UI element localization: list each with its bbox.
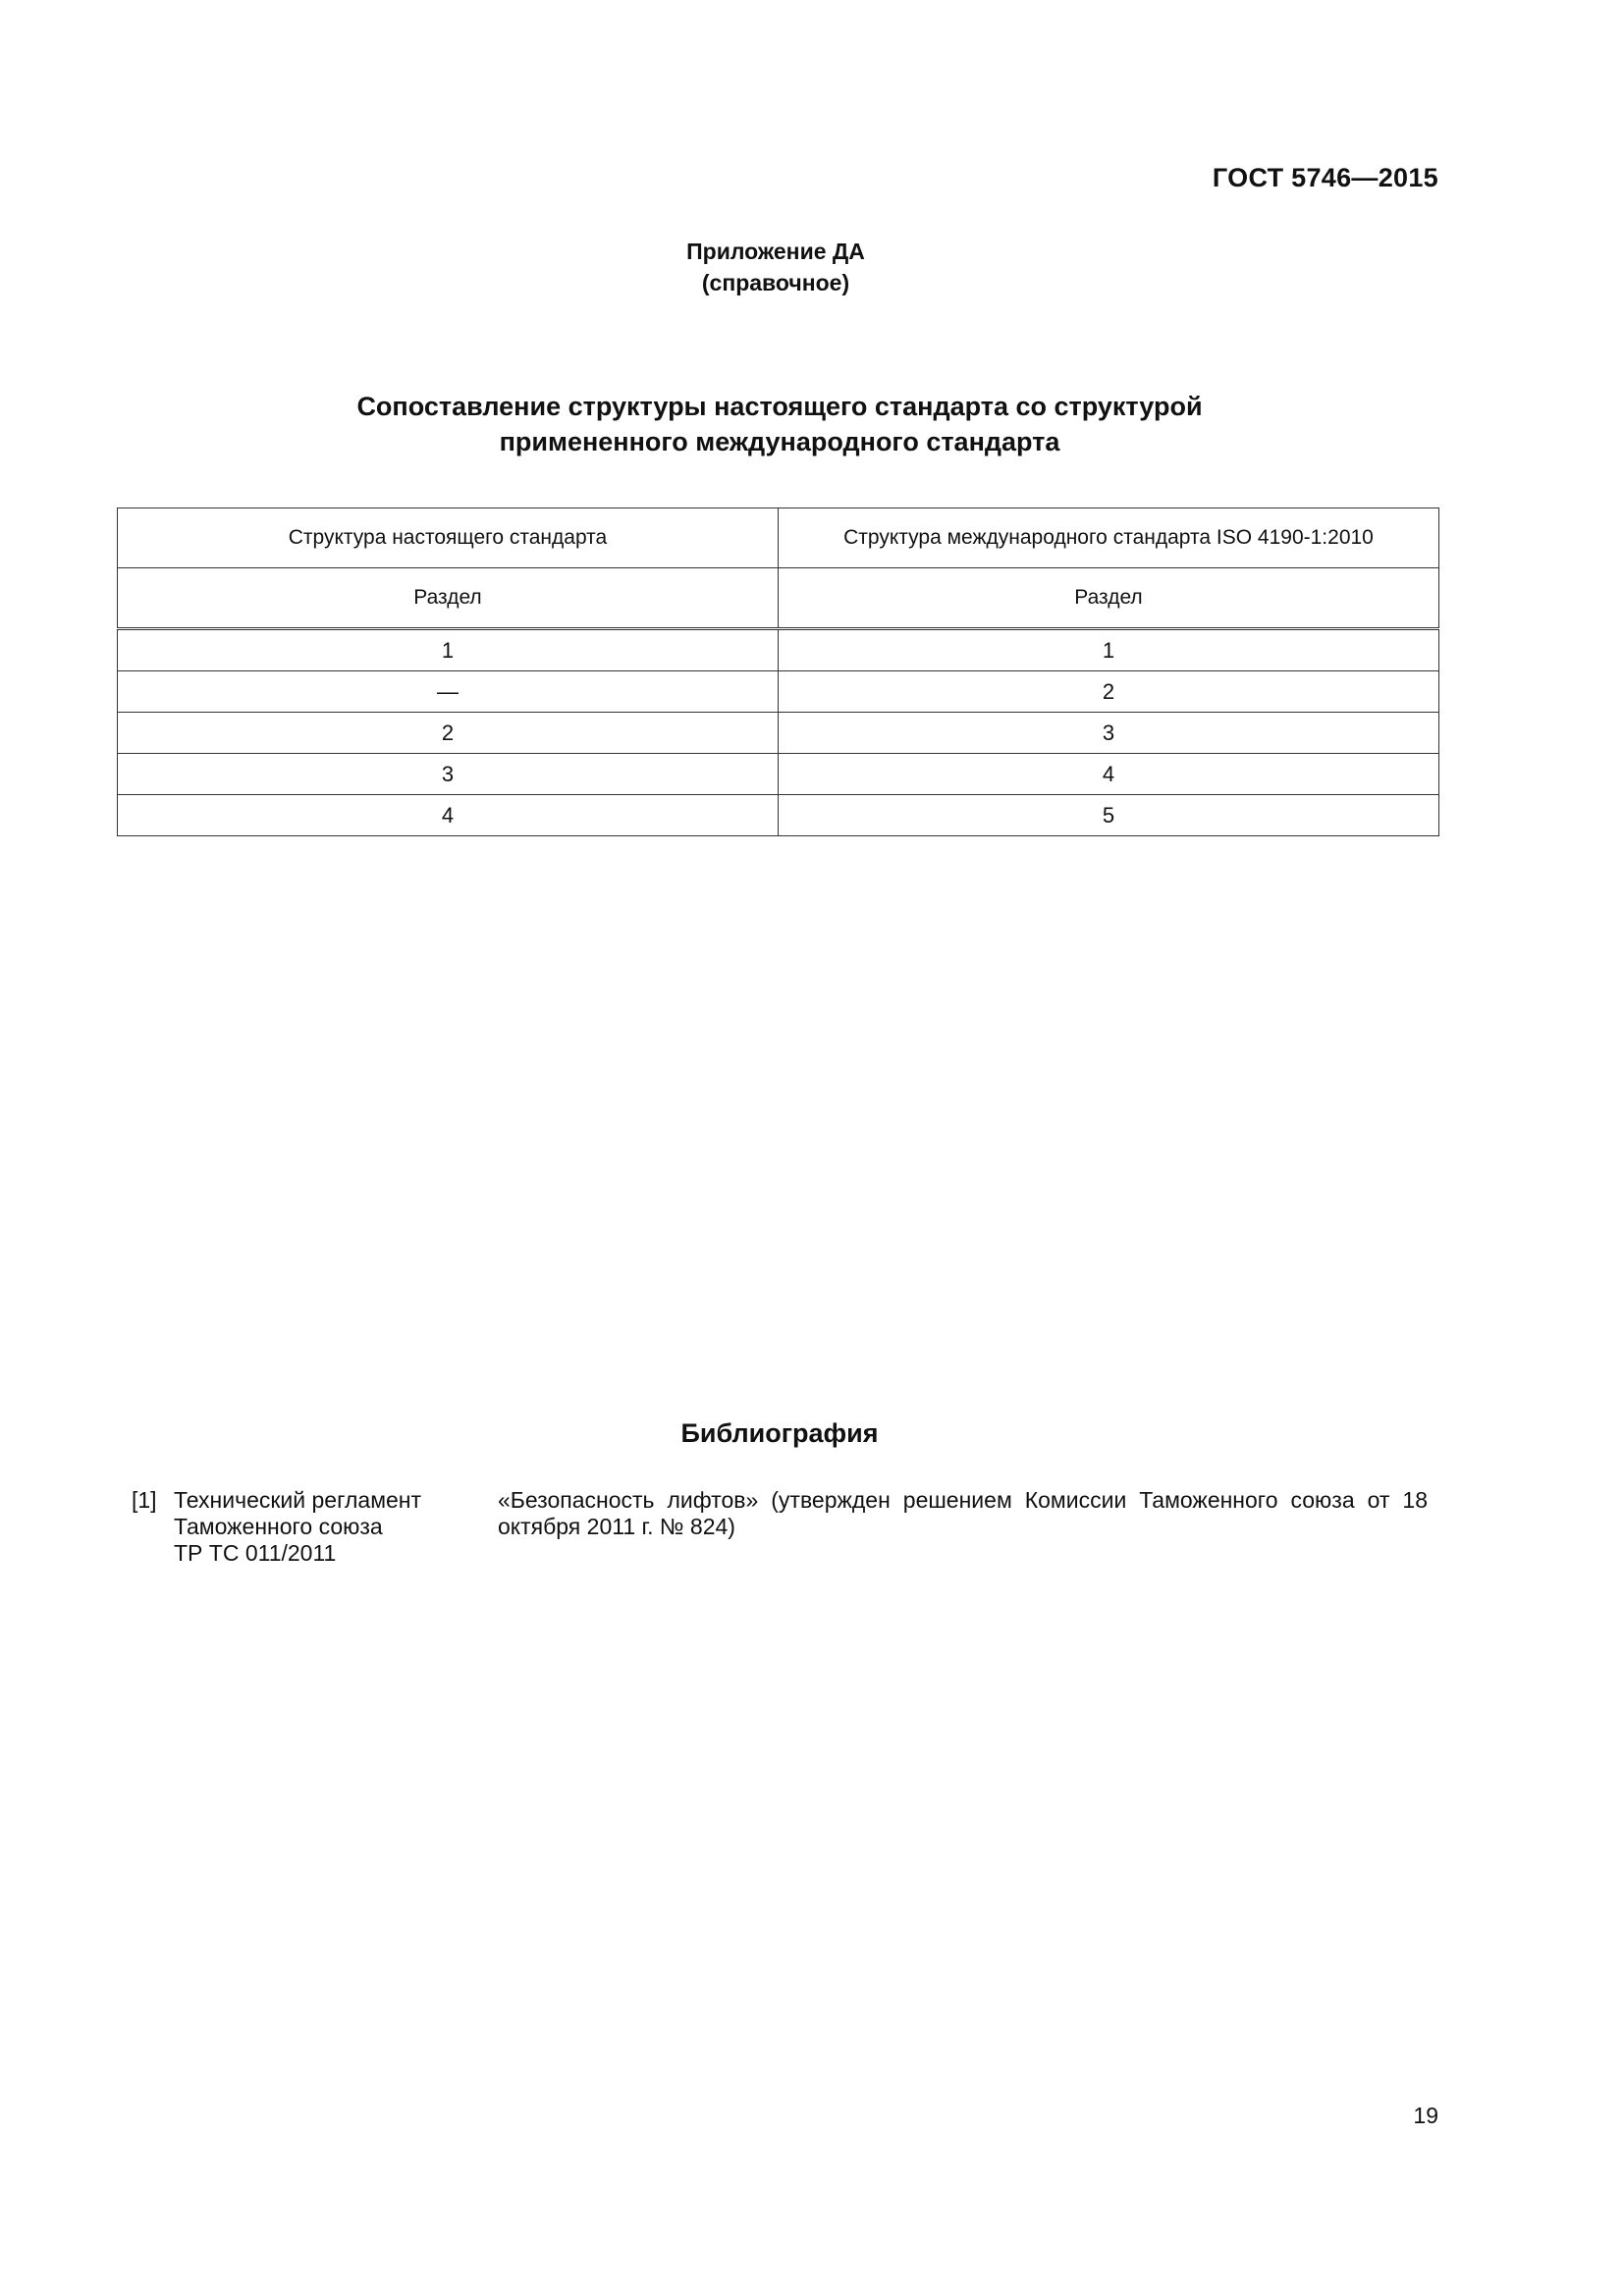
table-cell: — (118, 671, 779, 713)
bibliography-source-line: ТР ТС 011/2011 (174, 1540, 337, 1566)
section-title (0, 389, 1559, 459)
table-cell: 3 (118, 754, 779, 795)
bibliography-source-line: Таможенного союза (174, 1514, 383, 1539)
table-row (118, 671, 1439, 713)
appendix-heading (0, 236, 1551, 298)
table-cell: 4 (118, 795, 779, 836)
table-header-current-standard: Структура настоящего стандарта (118, 508, 779, 568)
table-subheader-section: Раздел (118, 568, 779, 629)
table-cell: 3 (779, 713, 1439, 754)
table-cell: 5 (779, 795, 1439, 836)
table-subheader-row (118, 568, 1439, 629)
section-title-line-2: примененного международного стандарта (499, 427, 1060, 456)
table-cell: 2 (779, 671, 1439, 713)
table-header-row (118, 508, 1439, 568)
document-code: ГОСТ 5746—2015 (1212, 163, 1438, 192)
table-row (118, 713, 1439, 754)
table-cell: 2 (118, 713, 779, 754)
page-number: 19 (1413, 2103, 1438, 2128)
table-cell: 4 (779, 754, 1439, 795)
table-subheader-section: Раздел (779, 568, 1439, 629)
bibliography-title: Библиография (680, 1418, 879, 1448)
bibliography-entry-description: «Безопасность лифтов» (утвержден решением Комиссии Таможенного союза от 18 октября 2011 г. № 824) (498, 1487, 1428, 1539)
appendix-title: Приложение ДА (686, 239, 865, 264)
structure-comparison-table (117, 507, 1439, 836)
bibliography-source-line: Технический регламент (174, 1487, 422, 1513)
table-row (118, 795, 1439, 836)
table-cell: 1 (779, 629, 1439, 671)
section-title-line-1: Сопоставление структуры настоящего стандарта со структурой (356, 392, 1203, 421)
bibliography-entry-number: [1] (132, 1487, 157, 1513)
table-header-international-standard: Структура международного стандарта ISO 4190-1:2010 (779, 508, 1439, 568)
appendix-subtitle: (справочное) (701, 270, 850, 295)
table-row (118, 629, 1439, 671)
bibliography-entry-source (174, 1487, 488, 1567)
table-cell: 1 (118, 629, 779, 671)
table-row (118, 754, 1439, 795)
